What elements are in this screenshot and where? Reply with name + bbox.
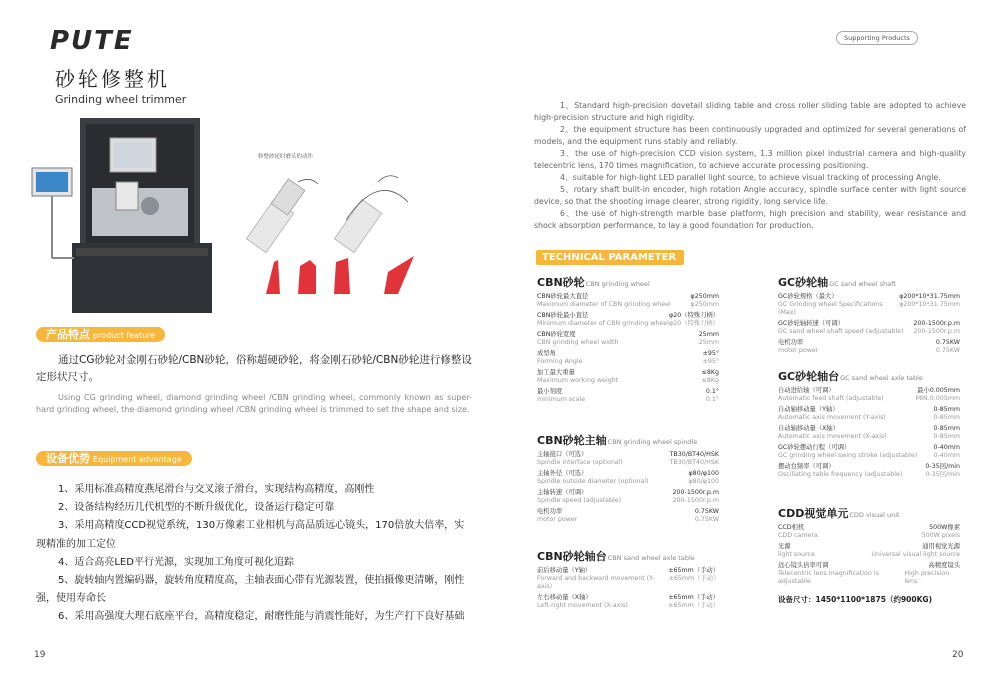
spec-row: [778, 347, 960, 355]
intro-item: 6、the use of high-strength marble base platform, high precision and stability, wear resistance and shock absorption performance, to lay a good foundation for production.: [534, 209, 966, 230]
intro-item: 1、Standard high-precision dovetail sliding table and cross roller sliding table are adopted to achieve high-precision structure and high rigidity.: [534, 101, 966, 122]
spec-label: 最小刻度: [537, 388, 563, 395]
page-number-right: 20: [952, 650, 964, 660]
spec-row: [537, 339, 719, 347]
spec-value: ≤8Kg: [701, 377, 719, 384]
spec-label: Oscillating table frequency (adjustable): [778, 471, 903, 478]
spec-item: [537, 350, 719, 366]
spec-row: [537, 602, 719, 610]
tool-shape-3: [334, 258, 350, 294]
section-title: GC砂轮轴GC sand wheel shaft: [778, 276, 896, 289]
spec-value: 200-1500r.p.m: [913, 328, 960, 335]
spec-label: light source: [778, 551, 815, 558]
spec-label: 主轴接口（可选）: [537, 451, 588, 458]
spec-row: [537, 331, 719, 339]
spec-label: 自动轴移动量（X轴）: [778, 425, 839, 432]
spec-value: ±95°: [702, 358, 719, 365]
spec-value: 0-35回/min: [925, 471, 960, 478]
spec-row: [778, 395, 960, 403]
spec-item: [778, 387, 960, 403]
spec-label: GC砂轮规格（最大）: [778, 293, 838, 300]
spec-item: [537, 489, 719, 505]
spec-row: [537, 497, 719, 505]
equipment-dimension: 设备尺寸：1450*1100*1875（约900KG): [778, 595, 933, 604]
technical-parameter-heading: TECHNICAL PARAMETER: [536, 250, 684, 265]
page-number-left: 19: [34, 650, 46, 660]
spec-item: [778, 293, 960, 317]
spec-label: 自动轴移动量（Y轴）: [778, 406, 839, 413]
spec-row: [537, 575, 719, 591]
spec-row: [537, 451, 719, 459]
spec-value: ±65mm（手动）: [668, 575, 720, 582]
spec-value: 200-1500r.p.m: [672, 489, 719, 496]
spec-row: [778, 562, 960, 570]
spec-item: [537, 369, 719, 385]
spec-row: [537, 377, 719, 385]
spec-value: 200-1500r.p.m: [913, 320, 960, 327]
spec-row: [778, 532, 960, 540]
spec-label: Spindle speed (adjustable): [537, 497, 622, 504]
spec-label: CBN砂轮最小直径: [537, 312, 589, 319]
spec-label: motor power: [778, 347, 819, 354]
spec-label: GC砂轮摆动行程（可调）: [778, 444, 851, 451]
spec-value: 500W pixels: [921, 532, 960, 539]
spec-value: φ80/φ100: [688, 470, 719, 477]
spec-row: [537, 567, 719, 575]
spec-label: CDD camera: [778, 532, 818, 539]
spec-item: [537, 594, 719, 610]
section-title: CBN砂轮轴台CBN sand wheel axle table: [537, 550, 695, 563]
spec-value: MIN.0.005mm: [915, 395, 960, 402]
spec-item: [537, 470, 719, 486]
spec-value: φ20（特殊刀柄）: [669, 312, 719, 319]
section-title: CBN砂轮CBN grinding wheel: [537, 276, 650, 289]
spec-row: [537, 293, 719, 301]
spec-value: ±65mm（手动）: [668, 594, 719, 601]
tool-shape-4: [384, 256, 414, 294]
diagram-shapes: [238, 162, 438, 310]
spec-value: TB30/BT40/HSK: [669, 451, 719, 458]
spec-row: [778, 301, 960, 317]
spec-row: [537, 358, 719, 366]
advantage-item: 1、采用标准高精度燕尾滑台与交叉滚子滑台，实现结构高精度，高刚性: [58, 484, 375, 495]
spec-value: φ80/φ100: [688, 478, 719, 485]
spec-label: GC Grinding wheel Specifications (Max): [778, 301, 883, 316]
advantage-item: 5、旋转轴内置编码器，旋转角度精度高，主轴表面心带有光源装置，使拍摄像更清晰，刚性强，使用寿命长: [36, 575, 465, 605]
spec-label: 左右移动量（X轴）: [537, 594, 592, 601]
spec-item: [537, 293, 719, 309]
spec-value: 25mm: [698, 339, 719, 346]
spec-value: ±95°: [702, 350, 719, 357]
spec-value: Universal visual light source: [871, 551, 960, 558]
spec-label: Automatic feed shaft (adjustable): [778, 395, 884, 402]
intro-item: 2、the equipment structure has been continuously upgraded and optimized for several generations of models, and the equipment runs stably and reliably.: [534, 125, 966, 146]
spec-value: TB30/BT40/HSK: [669, 459, 719, 466]
section-title: CBN砂轮主轴CBN grinding wheel spindle: [537, 434, 698, 447]
spec-label: Spindle outside diameter (optional): [537, 478, 649, 485]
spec-row: [537, 478, 719, 486]
spec-row: [537, 516, 719, 524]
spec-label: 主轴外径（可选）: [537, 470, 588, 477]
spec-label: Minimum diameter of CBN grinding wheel: [537, 320, 669, 327]
spec-item: [778, 320, 960, 336]
spec-value: ±65mm（手动）: [668, 567, 719, 574]
spec-item: [778, 444, 960, 460]
spec-gc-axle: [778, 368, 960, 482]
spec-label: Automatic axis movement (X-axis): [778, 433, 887, 440]
spec-label: 加工最大重量: [537, 369, 575, 376]
spec-label: 光源: [778, 543, 791, 550]
spec-row: [537, 350, 719, 358]
spec-row: [537, 459, 719, 467]
diagram-caption: 修整砂轮时磨头的动作: [258, 154, 314, 160]
spec-value: 0.75KW: [935, 347, 960, 354]
feature-text-en: Using CG grinding wheel, diamond grinding wheel /CBN grinding wheel, commonly known as super-hard grinding wheel, the diamond grinding wheel /CBN grinding wheel is trimmed to set the shape and size.: [36, 393, 472, 414]
intro-paragraphs: [534, 100, 966, 232]
machine-illustration: [22, 118, 222, 316]
spec-value: 0-85mm: [933, 433, 960, 440]
spec-value: ≤8Kg: [701, 369, 719, 376]
wheel-motion-diagram: [238, 150, 438, 310]
spec-row: [537, 396, 719, 404]
spec-item: [537, 312, 719, 328]
brand-logo: PUTE: [50, 26, 134, 56]
spec-ccd: [778, 505, 960, 589]
spec-label: CBN砂轮宽度: [537, 331, 576, 338]
spec-value: φ250mm: [690, 301, 719, 308]
spec-row: [537, 312, 719, 320]
feature-text-cn: 通过CG砂轮对金刚石砂轮/CBN砂轮，俗称超硬砂轮，将金刚石砂轮/CBN砂轮进行修整设定形状尺寸。: [36, 354, 472, 383]
spec-label: 主轴转速（可调）: [537, 489, 588, 496]
page-title-en: Grinding wheel trimmer: [55, 93, 187, 106]
advantage-heading: 设备优势 Equipment advantage: [36, 451, 192, 466]
spec-row: [778, 406, 960, 414]
spec-value: φ200*10*31.75mm: [899, 293, 960, 300]
spec-item: [537, 331, 719, 347]
spec-gc-shaft: [778, 274, 960, 358]
advantage-item: 3、采用高精度CCD视觉系统，130万像素工业相机与高品质远心镜头，170倍放大倍率，实现精准的加工定位: [36, 520, 465, 550]
spec-value: 0.75KW: [694, 516, 719, 523]
spec-label: CBN砂轮最大直径: [537, 293, 589, 300]
spec-row: [778, 414, 960, 422]
spec-item: [778, 463, 960, 479]
spec-label: 成型角: [537, 350, 556, 357]
section-title: GC砂轮轴台GC sand wheel axle table: [778, 370, 923, 383]
spec-value: φ200*10*31.75mm: [899, 301, 960, 308]
spec-label: Maximum diameter of CBN grinding wheel: [537, 301, 671, 308]
spec-label: GC grinding wheel swing stroke (adjustable): [778, 452, 918, 459]
spec-row: [778, 320, 960, 328]
spec-item: [537, 567, 719, 591]
spec-value: ±65mm（手动）: [668, 602, 719, 609]
spec-cbn-axle: [537, 548, 719, 613]
spec-value: 200-1500r.p.m: [672, 497, 719, 504]
spec-label: Forward and backward movement (Y-axis): [537, 575, 655, 590]
spec-item: [537, 508, 719, 524]
spec-label: motor power: [537, 516, 578, 523]
spec-label: Left-right movement (X-axis): [537, 602, 628, 609]
spec-row: [778, 524, 960, 532]
spec-value: 500W像素: [929, 524, 960, 531]
advantage-list: [36, 481, 472, 627]
spec-item: [537, 451, 719, 467]
spec-label: 电机功率: [778, 339, 804, 346]
section-title: CDD视觉单元CDD visual unit: [778, 507, 900, 520]
spec-row: [778, 471, 960, 479]
spec-value: 0-85mm: [933, 425, 960, 432]
spec-value: φ20（特殊刀柄）: [669, 320, 719, 327]
spec-item: [778, 524, 960, 540]
spec-value: 0-40mm: [933, 444, 960, 451]
spec-row: [537, 320, 719, 328]
spec-label: Maximum working weight: [537, 377, 619, 384]
feature-heading: 产品特点 product feature: [36, 327, 165, 342]
spec-label: minimum scale: [537, 396, 586, 403]
advantage-item: 2、设备结构经历几代机型的不断升级优化，设备运行稳定可靠: [58, 502, 335, 514]
spec-label: GC sand wheel shaft speed (adjustable): [778, 328, 904, 335]
spec-item: [778, 406, 960, 422]
tool-shape-1: [266, 260, 280, 294]
spec-cbn-wheel: [537, 274, 719, 407]
tool-shape-2: [298, 260, 316, 294]
spec-row: [778, 570, 960, 586]
spec-row: [778, 543, 960, 551]
spec-item: [778, 425, 960, 441]
spec-row: [537, 594, 719, 602]
spec-value: 通用视觉光源: [922, 543, 960, 550]
advantage-item: 6、采用高强度大理石底座平台，高精度稳定，耐磨性能与消震性能好，为生产打下良好基础: [58, 611, 465, 623]
spec-value: 高精度镜头: [928, 562, 960, 569]
spec-item: [778, 543, 960, 559]
spec-value: 0-85mm: [933, 406, 960, 413]
spec-row: [537, 470, 719, 478]
spec-value: 25mm: [698, 331, 719, 338]
intro-item: 3、the use of high-precision CCD vision system, 1.3 million pixel industrial camera and high-quality telecentric lens, 170 times magnification, to achieve accurate processing positioning.: [534, 149, 966, 170]
spec-label: GC砂轮轴转速（可调）: [778, 320, 844, 327]
spec-row: [778, 339, 960, 347]
spec-row: [778, 328, 960, 336]
spec-item: [778, 339, 960, 355]
spec-value: 0.75KW: [694, 508, 719, 515]
spec-row: [778, 433, 960, 441]
spec-value: 0.1°: [705, 388, 719, 395]
intro-item: 4、suitable for high-light LED parallel light source, to achieve visual tracking of processing Angle.: [560, 173, 941, 182]
spec-label: 电机功率: [537, 508, 563, 515]
spec-cbn-spindle: [537, 432, 719, 527]
spec-row: [778, 551, 960, 559]
spec-label: CBN grinding wheel width: [537, 339, 619, 346]
spec-row: [537, 388, 719, 396]
advantage-item: 4、适合高亮LED平行光源，实现加工角度可视化追踪: [58, 556, 294, 568]
spec-item: [537, 388, 719, 404]
spec-label: 前后移动量（Y轴）: [537, 567, 592, 574]
spec-value: 0-85mm: [933, 414, 960, 421]
spec-label: Automatic axis movement (Y-axis): [778, 414, 886, 421]
spec-label: Spindle interface (optional): [537, 459, 623, 466]
spec-label: CCD相机: [778, 524, 805, 531]
spec-value: 0.75KW: [935, 339, 960, 346]
spec-label: 自动进给轴（可调）: [778, 387, 835, 394]
spec-value: 0-40mm: [933, 452, 960, 459]
spec-row: [778, 387, 960, 395]
spec-value: 0.1°: [705, 396, 719, 403]
spec-row: [537, 369, 719, 377]
page-title-cn: 砂轮修整机: [55, 67, 170, 91]
spec-row: [537, 508, 719, 516]
spec-value: High precision lens: [904, 570, 950, 585]
spec-row: [537, 301, 719, 309]
spec-value: 最小0.005mm: [917, 387, 960, 394]
spec-value: 0-35回/min: [925, 463, 960, 470]
spec-value: φ250mm: [690, 293, 719, 300]
intro-item: 5、rotary shaft built-in encoder, high rotation Angle accuracy, spindle surface center with light source device, so that the shooting image clearer, strong rigidity, long service life.: [534, 185, 966, 206]
spec-label: 摆动台频率（可调）: [778, 463, 835, 470]
spec-row: [778, 425, 960, 433]
spec-label: Forming Angle: [537, 358, 583, 365]
spec-row: [778, 444, 960, 452]
spec-row: [778, 452, 960, 460]
spec-label: 远心镜头倍率可调: [778, 562, 829, 569]
spec-label: Telecentric lens magnification is adjustable: [778, 570, 879, 585]
spec-item: [778, 562, 960, 586]
spec-row: [778, 293, 960, 301]
spec-row: [537, 489, 719, 497]
spec-row: [778, 463, 960, 471]
supporting-products-badge: Supporting Products: [836, 31, 918, 45]
